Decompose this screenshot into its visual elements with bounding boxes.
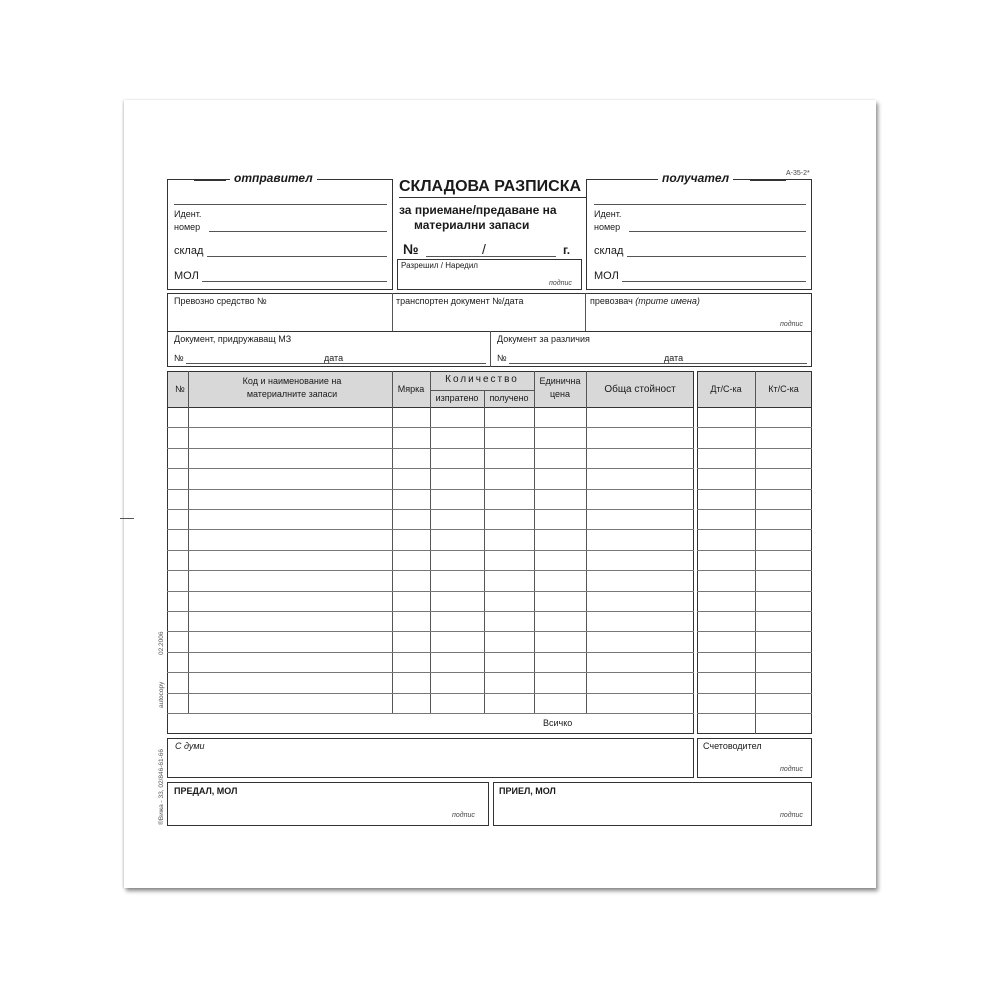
table-row-line	[167, 631, 694, 632]
sender-legend: отправител	[230, 171, 317, 185]
table-row-line	[697, 550, 812, 551]
col-header-price-1: Единична	[539, 376, 581, 386]
table-row-line	[697, 529, 812, 530]
table-row-line	[697, 693, 812, 694]
col-header-received: получено	[489, 393, 529, 403]
sender-id-label-2: номер	[174, 222, 201, 232]
words-box	[167, 738, 694, 778]
table-row-line	[167, 713, 694, 714]
col-divider	[534, 371, 535, 714]
receiver-mol-label: МОЛ	[594, 270, 619, 282]
table-row-line	[167, 672, 694, 673]
accountant-sign-label: подпис	[780, 766, 803, 773]
accompanying-date-label: дата	[324, 353, 344, 363]
table-row-line	[167, 489, 694, 490]
form-subtitle-2: материални запаси	[414, 218, 530, 232]
accompanying-doc-label: Документ, придружаващ МЗ	[174, 334, 292, 344]
col-divider	[430, 371, 431, 714]
receiver-id-label: Идент.	[594, 209, 622, 219]
col-header-no: №	[175, 384, 185, 394]
table-row-line	[167, 693, 694, 694]
table-row-line	[697, 652, 812, 653]
handed-sign-label: подпис	[452, 812, 475, 819]
receiver-warehouse-label: склад	[594, 245, 624, 257]
col-header-sent: изпратено	[435, 393, 479, 403]
side-autocopy: autocopy	[158, 681, 165, 708]
table-row-line	[167, 611, 694, 612]
table-row-line	[167, 550, 694, 551]
permit-sign-label: подпис	[549, 280, 572, 287]
sender-id-label: Идент.	[174, 209, 202, 219]
table-row-line	[697, 427, 812, 428]
table-row-line	[697, 448, 812, 449]
form-code: А-35-2*	[786, 170, 810, 177]
col-header-unit: Мярка	[397, 384, 425, 394]
table-row-line	[697, 591, 812, 592]
table-row-line	[697, 713, 812, 714]
table-row-line	[167, 529, 694, 530]
table-row-line	[697, 489, 812, 490]
form-title: СКЛАДОВА РАЗПИСКА	[399, 178, 582, 195]
carrier-label: превозвач (трите имена)	[590, 296, 700, 306]
table-row-line	[167, 591, 694, 592]
receiver-box	[586, 179, 812, 290]
col-divider	[755, 371, 756, 734]
discrepancy-no-label: №	[497, 353, 507, 363]
receiver-legend: получател	[658, 171, 733, 185]
side-edition: 02.2006	[158, 631, 165, 655]
table-row-line	[697, 631, 812, 632]
col-divider	[484, 390, 485, 714]
receiver-id-label-2: номер	[594, 222, 621, 232]
col-divider	[586, 371, 587, 714]
year-suffix: г.	[563, 243, 571, 257]
sender-warehouse-label: склад	[174, 245, 204, 257]
col-header-name-1: Код и наименование на	[242, 376, 342, 386]
col-header-kt: Кт/С-ка	[768, 384, 799, 394]
col-header-dt: Дт/С-ка	[710, 384, 742, 394]
form-sheet	[124, 100, 876, 888]
permit-label: Разрешил / Наредил	[401, 261, 478, 270]
total-label: Всичко	[543, 718, 573, 728]
received-label: ПРИЕЛ, МОЛ	[499, 786, 556, 796]
table-row-line	[167, 570, 694, 571]
number-label: №	[403, 241, 419, 257]
col-divider	[392, 371, 393, 714]
qty-subheader-divider	[430, 390, 534, 391]
col-header-total: Обща стойност	[604, 384, 676, 395]
table-row-line	[697, 509, 812, 510]
table-row-line	[697, 468, 812, 469]
col-header-price-2: цена	[549, 389, 571, 399]
sender-box	[167, 179, 393, 290]
form-subtitle-1: за приемане/предаване на	[399, 203, 557, 217]
table-row-line	[167, 468, 694, 469]
table-row-line	[697, 672, 812, 673]
table-row-line	[167, 652, 694, 653]
table-row-line	[167, 509, 694, 510]
table-row-line	[167, 448, 694, 449]
number-slash: /	[482, 241, 486, 257]
table-row-line	[697, 611, 812, 612]
handed-label: ПРЕДАЛ, МОЛ	[174, 786, 238, 796]
sender-mol-label: МОЛ	[174, 270, 199, 282]
received-sign-label: подпис	[780, 812, 803, 819]
accompanying-no-label: №	[174, 353, 184, 363]
transport-doc-label: транспортен документ №/дата	[396, 296, 524, 306]
discrepancy-doc-label: Документ за различия	[497, 334, 590, 344]
accountant-label: Счетоводител	[703, 741, 762, 751]
side-publisher: ®Вижа - 33, 02/846-61-66	[158, 748, 165, 825]
discrepancy-date-label: дата	[664, 353, 684, 363]
col-header-qty: Количество	[445, 374, 519, 385]
vehicle-label: Превозно средство №	[174, 296, 267, 306]
carrier-sign-label: подпис	[780, 321, 803, 328]
col-header-name-2: материалните запаси	[246, 389, 338, 399]
margin-mark	[120, 518, 134, 519]
words-label: С думи	[175, 741, 205, 751]
col-divider	[188, 371, 189, 714]
table-row-line	[697, 570, 812, 571]
table-row-line	[167, 427, 694, 428]
